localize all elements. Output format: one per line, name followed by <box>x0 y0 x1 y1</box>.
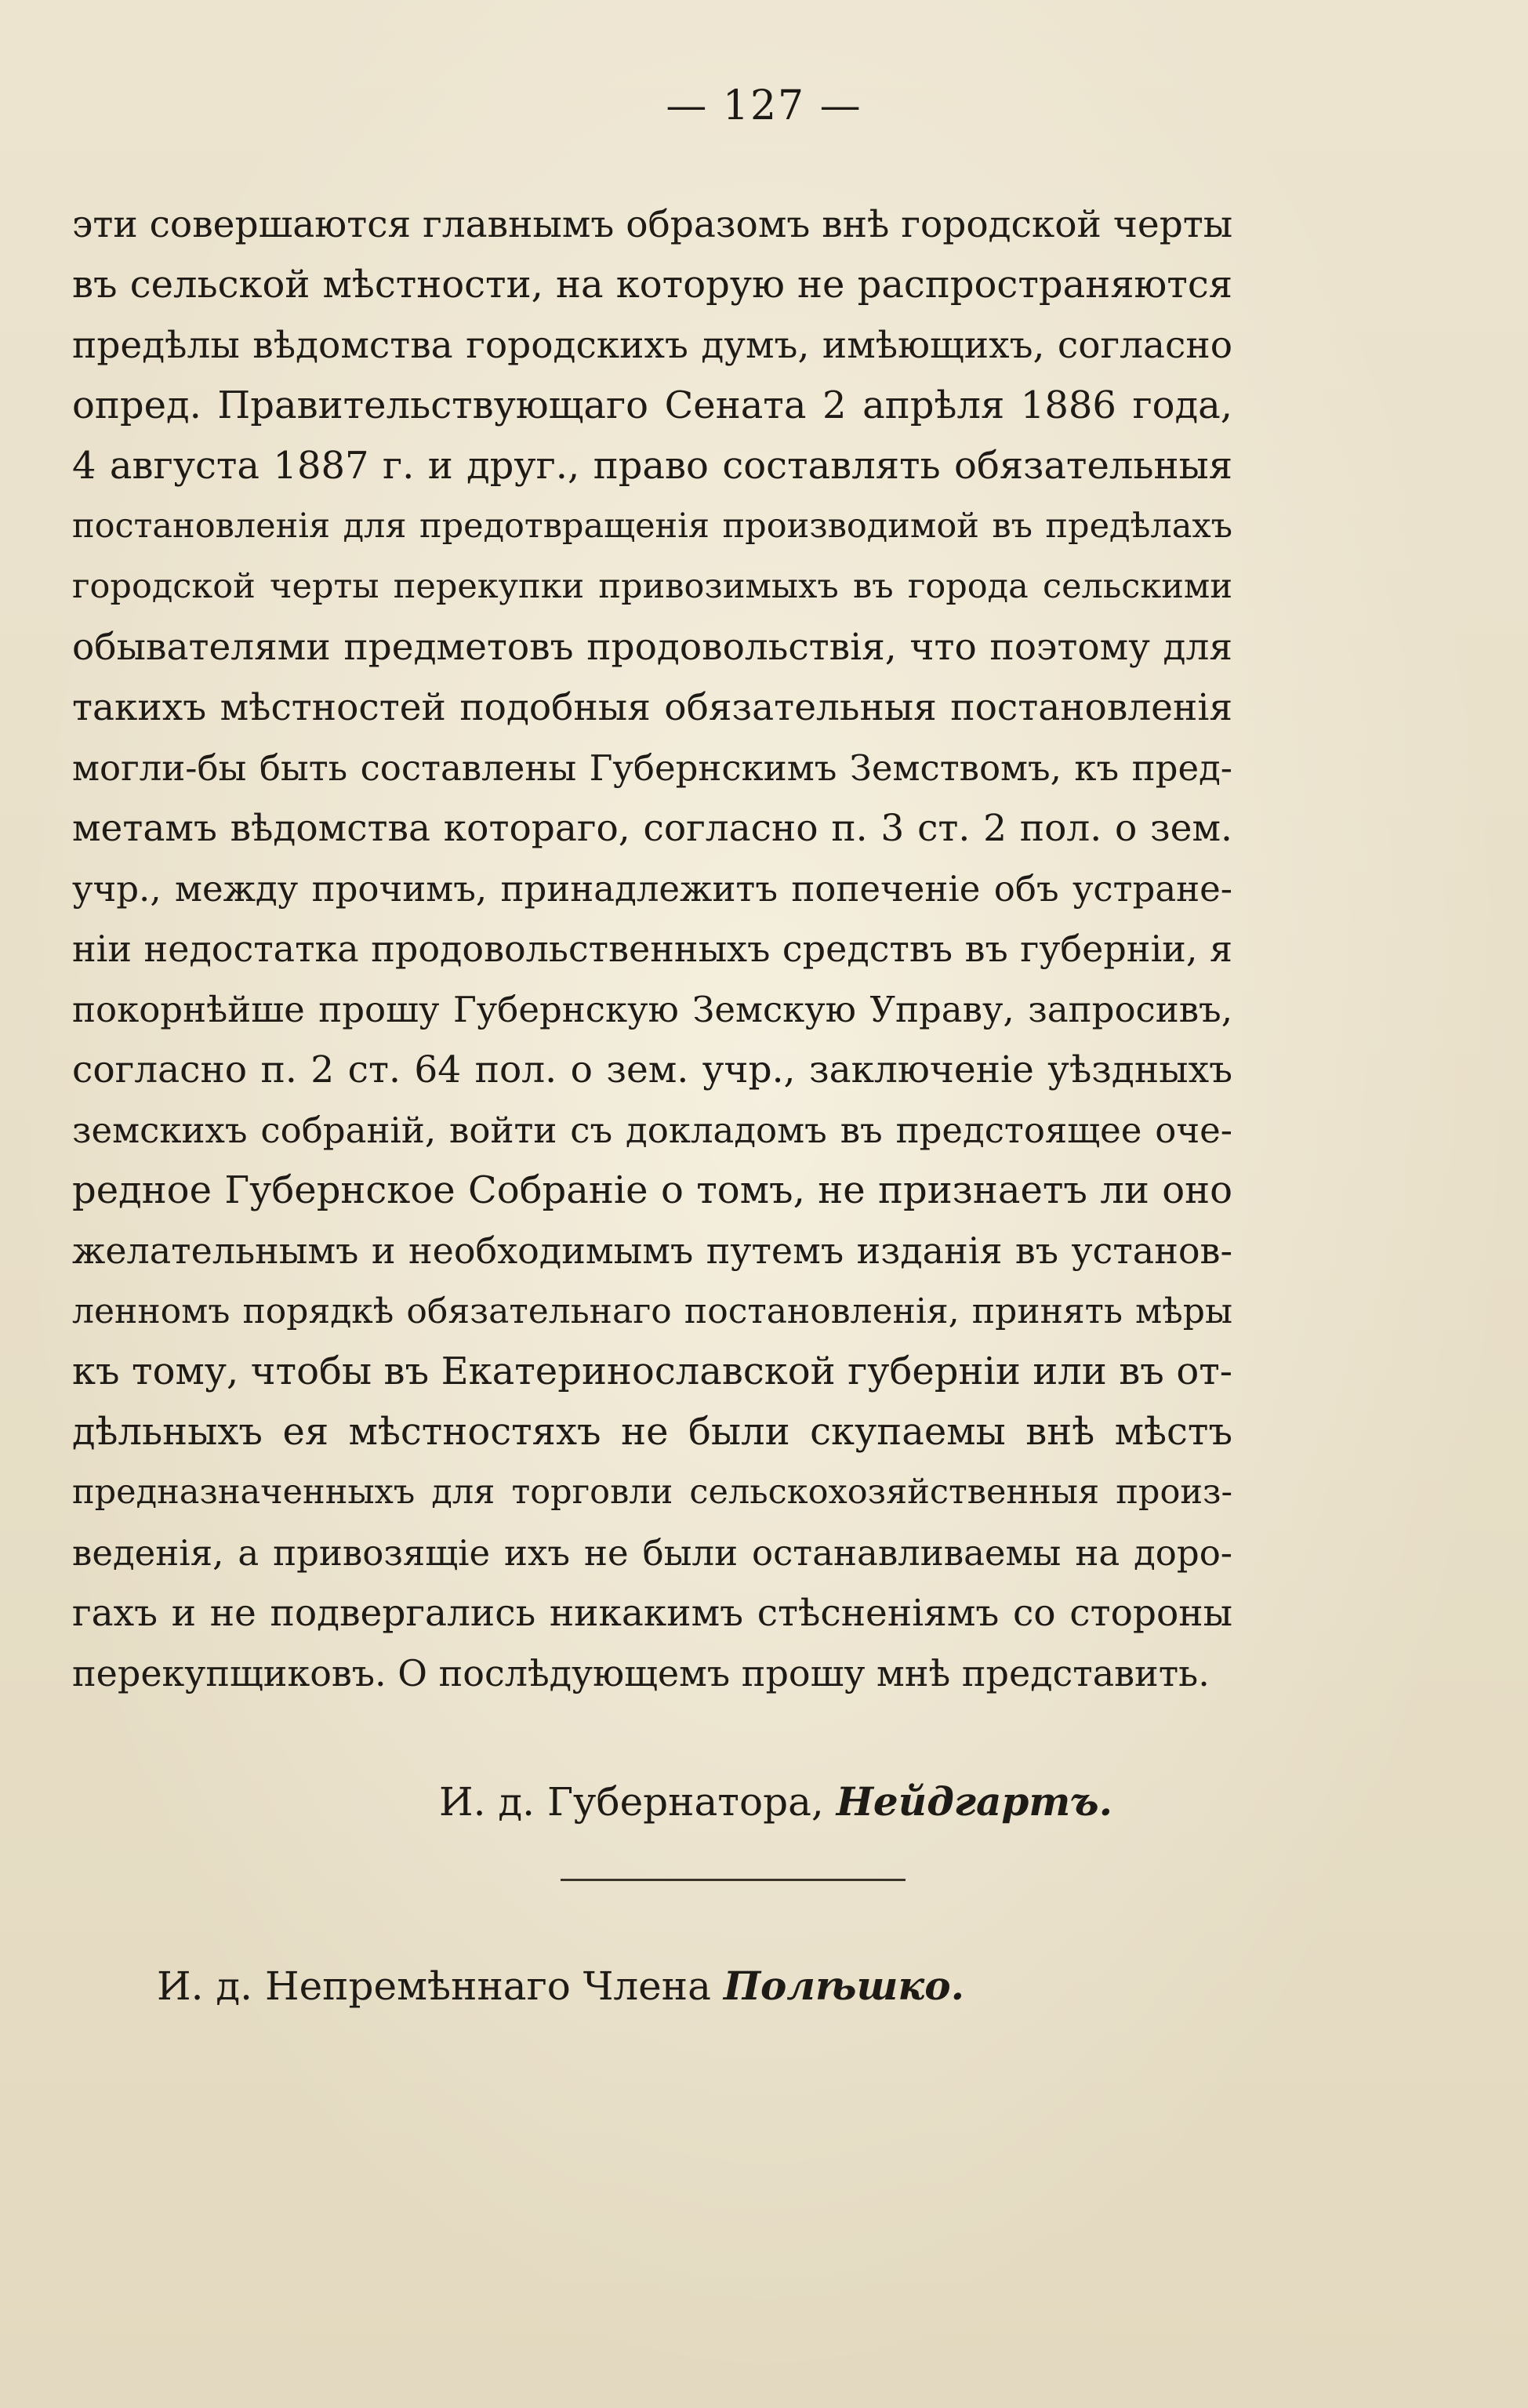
text-line: ленномъ порядкѣ обязательнаго постановленія, принять мѣры <box>72 1291 1232 1331</box>
text-line: ніи недостатка продовольственныхъ средствъ въ губерніи, я <box>72 928 1232 970</box>
separator-rule <box>561 1879 906 1881</box>
text-line: желательнымъ и необходимымъ путемъ изданія въ установ- <box>72 1229 1232 1272</box>
text-line: эти совершаются главнымъ образомъ внѣ городской черты <box>72 203 1233 246</box>
text-line: учр., между прочимъ, принадлежитъ попеченіе объ устране- <box>72 868 1232 910</box>
text-line: городской черты перекупки привозимыхъ въ города сельскими <box>72 567 1232 606</box>
text-line: 4 августа 1887 г. и друг., право составлять обязательныя <box>72 444 1232 488</box>
text-line: дѣльныхъ ея мѣстностяхъ не были скупаемы внѣ мѣстъ <box>72 1410 1232 1454</box>
member-signature-name: Полѣшко. <box>723 1963 964 2009</box>
member-signature-title: И. д. Непремѣннаго Члена <box>157 1963 724 2009</box>
text-line: могли-бы быть составлены Губернскимъ Земствомъ, къ пред- <box>72 747 1232 789</box>
body-text <box>72 194 1232 1704</box>
text-line: опред. Правительствующаго Сената 2 апрѣля 1886 года, <box>72 383 1232 427</box>
text-line: въ сельской мѣстности, на которую не распространяются <box>72 263 1232 307</box>
text-line: согласно п. 2 ст. 64 пол. о зем. учр., заключеніе уѣздныхъ <box>72 1048 1232 1091</box>
governor-signature <box>0 1778 1528 1825</box>
text-line: гахъ и не подвергались никакимъ стѣсненіямъ со стороны <box>72 1592 1232 1635</box>
text-line: перекупщиковъ. О послѣдующемъ прошу мнѣ представить. <box>72 1652 1210 1694</box>
text-line: земскихъ собраній, войти съ докладомъ въ предстоящее оче- <box>72 1110 1232 1151</box>
text-line: предѣлы вѣдомства городскихъ думъ, имѣющихъ, согласно <box>72 324 1232 367</box>
governor-signature-name: Нейдгартъ. <box>836 1778 1113 1825</box>
text-line: метамъ вѣдомства котораго, согласно п. 3 ст. 2 пол. о зем. <box>72 807 1232 850</box>
text-line: такихъ мѣстностей подобныя обязательныя постановленія <box>72 686 1232 729</box>
page-number: — 127 — <box>666 82 862 129</box>
text-line: покорнѣйше прошу Губернскую Земскую Управу, запросивъ, <box>72 989 1232 1030</box>
text-line: веденія, а привозящіе ихъ не были останавливаемы на доро- <box>72 1532 1232 1574</box>
text-line: постановленія для предотвращенія производимой въ предѣлахъ <box>72 507 1232 546</box>
text-line: редное Губернское Собраніе о томъ, не признаетъ ли оно <box>72 1168 1232 1212</box>
text-line: къ тому, чтобы въ Екатеринославской губерніи или въ от- <box>72 1349 1232 1393</box>
governor-signature-title: И. д. Губернатора, <box>438 1779 837 1825</box>
text-line: обывателями предметовъ продовольствія, что поэтому для <box>72 626 1232 669</box>
text-line: предназначенныхъ для торговли сельскохозяйственныя произ- <box>72 1473 1232 1512</box>
member-signature <box>157 1963 964 2009</box>
